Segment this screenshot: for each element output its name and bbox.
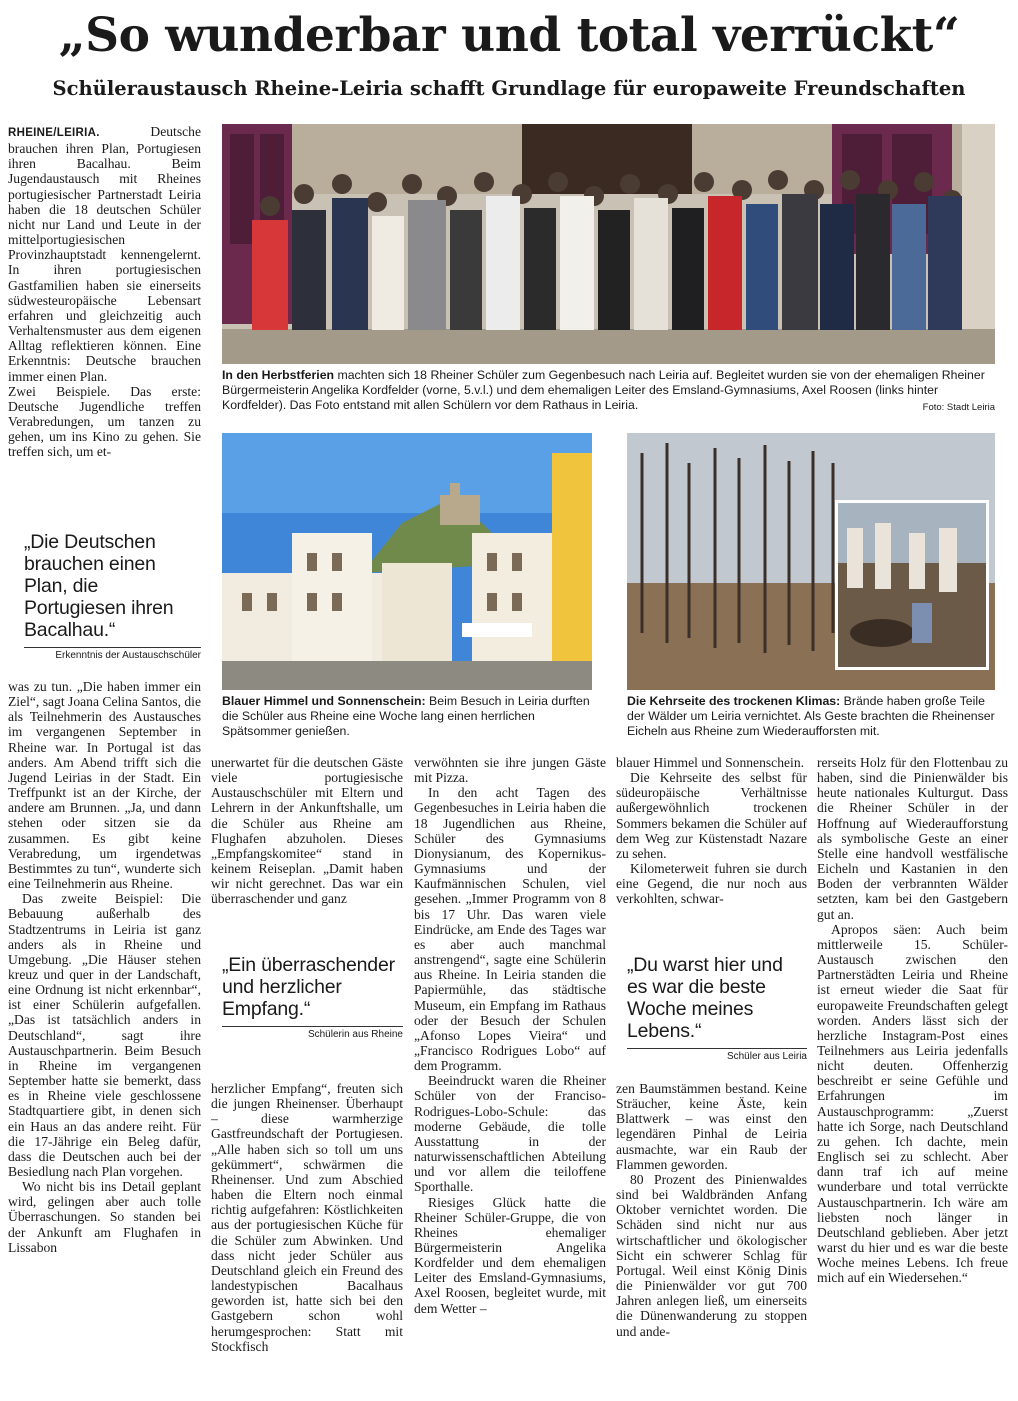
paragraph: Beeindruckt waren die Rheiner Schüler von der Franciso-Rodrigues-Lobo-Schule: das moderne Gebäude, die tolle Ausstattung in der naturwissenschaftlichen Abteilung und vor allem die teiloffene Sporthalle. xyxy=(414,1073,606,1195)
pull-quote-source: Erkenntnis der Austauschschüler xyxy=(55,650,201,661)
article-column-4-bottom xyxy=(616,1081,807,1395)
pull-quote-text: „Ein überraschender und herzlicher Empfang.“ xyxy=(222,954,395,1020)
photo-credit: Foto: Stadt Leiria xyxy=(922,402,995,413)
burned-forest-photo xyxy=(627,433,995,690)
forest-caption-lead: Die Kehrseite des trockenen Klimas: xyxy=(627,694,841,708)
paragraph: Wo nicht bis ins Detail geplant wird, gelingen aber auch tolle Überraschungen. So standen bei der Ankunft am Flughafen in Lissabon xyxy=(8,1179,201,1255)
paragraph: unerwartet für die deutschen Gäste viele portugiesische Austauschschüler mit Eltern und Lehrern in der Ankunftshalle, um die Schüler aus Rheine am Flughafen abzuholen. Dieses „Empfangskomitee“ stand in keinem Reiseplan. „Damit haben wir nicht gerechnet. Das war ein überraschender und ganz xyxy=(211,755,403,907)
pull-quote-source: Schüler aus Leiria xyxy=(726,1051,807,1062)
main-caption-text: machten sich 18 Rheiner Schüler zum Gegenbesuch nach Leiria auf. Begleitet wurden sie von der ehemaligen Rheiner Bürgermeisterin Angelika Kordfelder (vorne, 5.v.l.) und dem ehemaligen Leiter des Emsland-Gymnasiums, Axel Roosen (links hinter Kordfelder). Das Foto entstand mit allen Schülern vor dem Rathaus in Leiria. xyxy=(222,368,985,413)
paragraph: 80 Prozent des Pinienwaldes sind bei Waldbränden Anfang Oktober vernichtet worden. Die Schäden sind nicht nur aus wirtschaftlicher und ökologischer Sicht ein schwerer Schlag für Portugal. Weil einst König Dinis die Pinienwälder vor gut 700 Jahren anlegen ließ, um einerseits die Dünenwanderung zu stoppen und ande- xyxy=(616,1171,807,1339)
paragraph: Kilometerweit fuhren sie durch eine Gegend, die nur noch aus verkohlten, schwar- xyxy=(616,861,807,907)
article-column-2-bottom xyxy=(211,1081,403,1395)
pull-quote-3 xyxy=(627,954,807,1062)
pull-quote-2 xyxy=(222,954,403,1040)
group-photo-illustration xyxy=(222,124,995,364)
article-column-5 xyxy=(817,755,1008,1395)
article-column-2-top xyxy=(211,755,403,935)
forest-photo-caption xyxy=(627,694,995,740)
city-photo-illustration xyxy=(222,433,592,690)
dateline: RHEINE/LEIRIA. xyxy=(8,127,100,139)
paragraph: verwöhnten sie ihre jungen Gäste mit Pizza. xyxy=(414,755,606,786)
article-column-4-top xyxy=(616,755,807,937)
paragraph: Das zweite Beispiel: Die Bebauung außerhalb des Stadtzentrums in Leiria ist ganz anders als in Rheine und Umgebung. „Die Häuser stehen kreuz und quer in der Landschaft, eine Ordnung ist nicht erkennbar“, ist einer Schülerin aufgefallen. „Das ist tatsächlich anders in Deutschland“, sagt ihre Austauschpartnerin. Beim Besuch in Rheine im vergangenen September hatte sie bemerkt, dass es in Rheine viele geschlossene Stadtquartiere gibt, in denen sich ein Haus an das andere reiht. Für die 17-Jährige ein Beleg dafür, dass die Deutschen auch bei der Besiedlung nach Plan vorgehen. xyxy=(8,891,201,1179)
city-photo xyxy=(222,433,592,690)
paragraph: Die Kehrseite des selbst für südeuropäische Verhältnisse außergewöhnlich trockenen Sommers bekamen die Schüler auf dem Weg zur Küstenstadt Nazare zu sehen. xyxy=(616,770,807,861)
article-column-1-top xyxy=(8,124,201,516)
article-column-1-bottom xyxy=(8,679,201,1395)
paragraph: blauer Himmel und Sonnenschein. xyxy=(616,755,805,770)
paragraph: Riesiges Glück hatte die Rheiner Schüler-Gruppe, die von Rheines ehemaliger Bürgermeisterin Angelika Kordfelder und dem ehemaligen Leiter des Emsland-Gymnasiums, Axel Roosen, begleitet wurde, mit dem Wetter – xyxy=(414,1194,606,1316)
headline: „So wunderbar und total verrückt“ xyxy=(58,8,960,63)
paragraph: herzlicher Empfang“, freuten sich die jungen Rheinenser. Überhaupt – diese warmherzige Gastfreundschaft der Portugiesen. „Alle haben sich so toll um uns gekümmert“, schwärmen die Rheinenser. Und zum Abschied haben die Eltern noch einmal richtig aufgefahren: Köstlichkeiten aus der portugiesischen Küche für die Schüler zum Abwinken. Und dass nicht jeder Schüler aus Deutschland gleich ein Freund des landestypischen Bacalhaus geworden ist, hatte sich bei den Gastgebern schon wohl herumgesprochen: Statt mit Stockfisch xyxy=(211,1081,403,1354)
pull-quote-text: „Die Deutschen brauchen einen Plan, die Portugiesen ihren Bacalhau.“ xyxy=(24,531,174,641)
pull-quote-1 xyxy=(24,531,201,661)
paragraph: Zwei Beispiele. Das erste: Deutsche Jugendliche treffen Verabredungen, um tanzen zu gehen, um ins Kino zu gehen. Sie treffen sich, um et- xyxy=(8,383,201,460)
paragraph: In den acht Tagen des Gegenbesuches in Leiria haben die 18 Jugendlichen aus Rheine, Schüler des Gymnasiums Dionysianum, des Kopernikus-Gymnasiums und der Kaufmännischen Schulen, viel gesehen. „Immer Programm von 8 bis 17 Uhr. Das waren viele Eindrücke, am Ende des Tages war es aber auch manchmal anstrengend“, sagte eine Schülerin aus Rheine. In Leiria standen die Papiermühle, das städtische Museum, ein Empfang im Rathaus oder der Besuch der Schulen „Afonso Lopes Vieira“ und „Francisco Rodrigues Lobo“ auf dem Programm. xyxy=(414,785,606,1074)
city-photo-caption xyxy=(222,694,592,740)
paragraph: Apropos säen: Auch beim mittlerweile 15. Schüler-Austausch zwischen den Partnerstädten Leiria und Rheine ist erneut wieder die Saat für europaweite Freundschaften gelegt worden. Anders lässt sich der herzliche Instagram-Post eines Teilnehmers aus Leiria jedenfalls nicht deuten. Offenherzig beschreibt er seine Gefühle und Erfahrungen im Austauschprogramm: „Zuerst hatte ich Sorge, nach Deutschland zu gehen. Ich dachte, mein Englisch sei zu schlecht. Aber dann traf ich auf meine wunderbare und total verrückte Austauschpartnerin. Ich wäre am liebsten noch länger in Deutschland geblieben. Aber jetzt warst du hier und es war die beste Woche meines Lebens. Ich freue mich auf ein Wiedersehen.“ xyxy=(817,921,1008,1286)
city-caption-lead: Blauer Himmel und Sonnenschein: xyxy=(222,694,426,708)
main-caption-lead: In den Herbstferien xyxy=(222,368,335,382)
forest-caption-text: Brände haben große Teile der Wälder um Leiria vernichtet. Als Geste brachten die Rheinenser Eicheln aus Rheine zum Wiederaufforsten mit. xyxy=(627,694,995,739)
subheadline: Schüleraustausch Rheine-Leiria schafft Grundlage für europaweite Freundschaften xyxy=(52,77,966,100)
paragraph-text: Deutsche brauchen ihren Plan, Portugiesen ihren Bacalhau. Beim Jugendaustausch mit Rheines portugiesischer Partnerstadt Leiria haben die 18 deutschen Schüler nicht nur Land und Leute in der mittelportugiesischen Provinzhauptstadt kennengelernt. In ihren portugiesischen Gastfamilien haben sie einerseits südwesteuropäische Lebensart erfahren und gleichzeitig auch Verhaltensmuster aus dem eigenen Alltag reflektieren können. Eine Erkenntnis: Deutsche brauchen immer einen Plan. xyxy=(8,124,201,384)
paragraph: rerseits Holz für den Flottenbau zu haben, sind die Pinienwälder bis heute nationales Kulturgut. Dass die Rheiner Schüler in der Hoffnung auf Wiederaufforstung als symbolische Geste an einer Stelle eine handvoll westfälische Eicheln und Kastanien in den Boden der verbrannten Wälder setzten, kam bei den Gastgebern gut an. xyxy=(817,755,1008,922)
article-column-3 xyxy=(414,755,606,1395)
pull-quote-text: „Du warst hier und es war die beste Woche meines Lebens.“ xyxy=(627,954,783,1042)
paragraph: zen Baumstämmen bestand. Keine Sträucher, keine Äste, kein Blattwerk – was einst den legendären Pinhal de Leiria ausmachte, war ein Raub der Flammen geworden. xyxy=(616,1081,807,1172)
paragraph xyxy=(8,124,201,384)
pull-quote-source: Schülerin aus Rheine xyxy=(307,1029,403,1040)
forest-photo-illustration xyxy=(627,433,995,690)
city-caption-text: Beim Besuch in Leiria durften die Schüler aus Rheine eine Woche lang einen herrlichen Spätsommer genießen. xyxy=(222,694,590,739)
paragraph: was zu tun. „Die haben immer ein Ziel“, sagt Joana Celina Santos, die als Teilnehmerin des Austausches im vergangenen September in Rheine war. In Portugal ist das anders. Am Abend trifft sich die Jugend Leirias in der Stadt. Ein Treffpunkt ist an der Kirche, der andere am Brunnen. „Ja, und dann stehen oder sitzen sie da zusammen. Es gibt keine Verabredung, um irgendetwas Bestimmtes zu tun“, wunderte sich eine Teilnehmerin aus Rheine. xyxy=(8,679,201,892)
group-photo xyxy=(222,124,995,364)
